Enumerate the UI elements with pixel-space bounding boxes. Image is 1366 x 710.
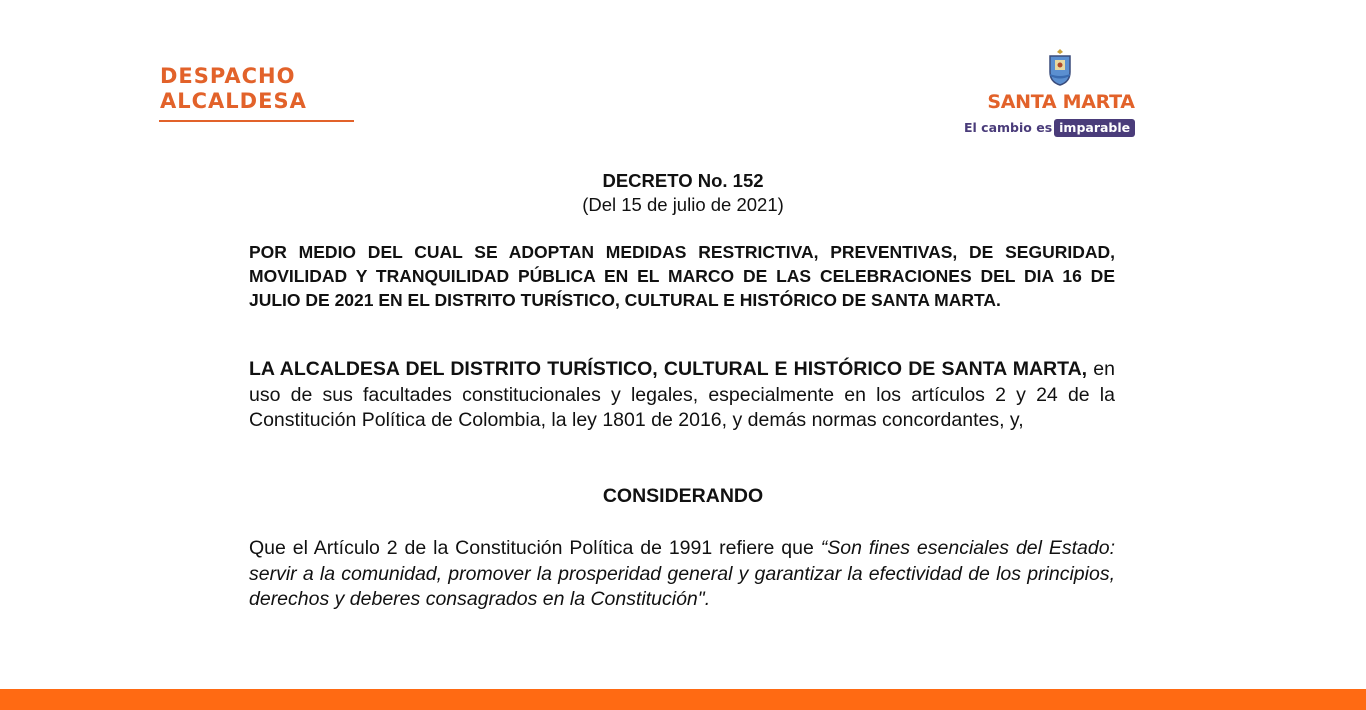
considerando-paragraph <box>249 536 1115 613</box>
tagline-highlight: imparable <box>1054 119 1135 137</box>
paragraph-text: Que el Artículo 2 de la Constitución Política de 1991 refiere que <box>249 537 821 559</box>
city-crest-icon <box>1046 48 1074 86</box>
section-heading: CONSIDERANDO <box>602 485 764 507</box>
decree-date: (Del 15 de julio de 2021) <box>582 194 784 215</box>
bottom-accent-bar <box>0 689 1366 710</box>
preamble-text: en uso de sus facultades constitucionales y legales, especialmente en los artículos 2 y 24 de la Constitución Política de Colombia, la ley 1801 de 2016, y demás normas concordantes, y, <box>249 358 1115 431</box>
office-logo-line2: ALCALDESA <box>160 89 307 113</box>
city-logo-title: SANTA MARTA <box>987 91 1135 113</box>
office-logo <box>160 64 355 114</box>
city-logo-tagline <box>964 119 1135 139</box>
decree-preamble <box>249 357 1115 434</box>
office-logo-line1: DESPACHO <box>160 64 296 88</box>
office-logo-underline <box>159 120 354 122</box>
decree-subject: POR MEDIO DEL CUAL SE ADOPTAN MEDIDAS RESTRICTIVA, PREVENTIVAS, DE SEGURIDAD, MOVILIDAD Y TRANQUILIDAD PÚBLICA EN EL MARCO DE LAS CELEBRACIONES DEL DIA 16 DE JULIO DE 2021 EN EL DISTRITO TURÍSTICO, CULTURAL E HISTÓRICO DE SANTA MARTA. <box>249 242 1115 310</box>
decree-title: DECRETO No. 152 <box>602 170 764 191</box>
tagline-prefix: El cambio es <box>964 120 1053 135</box>
paragraph-quote: “Son fines esenciales del Estado: servir a la comunidad, promover la prosperidad general y garantizar la efectividad de los principios, derechos y deberes consagrados en la Constitución". <box>249 537 1116 610</box>
preamble-authority: LA ALCALDESA DEL DISTRITO TURÍSTICO, CULTURAL E HISTÓRICO DE SANTA MARTA, <box>249 358 1088 380</box>
